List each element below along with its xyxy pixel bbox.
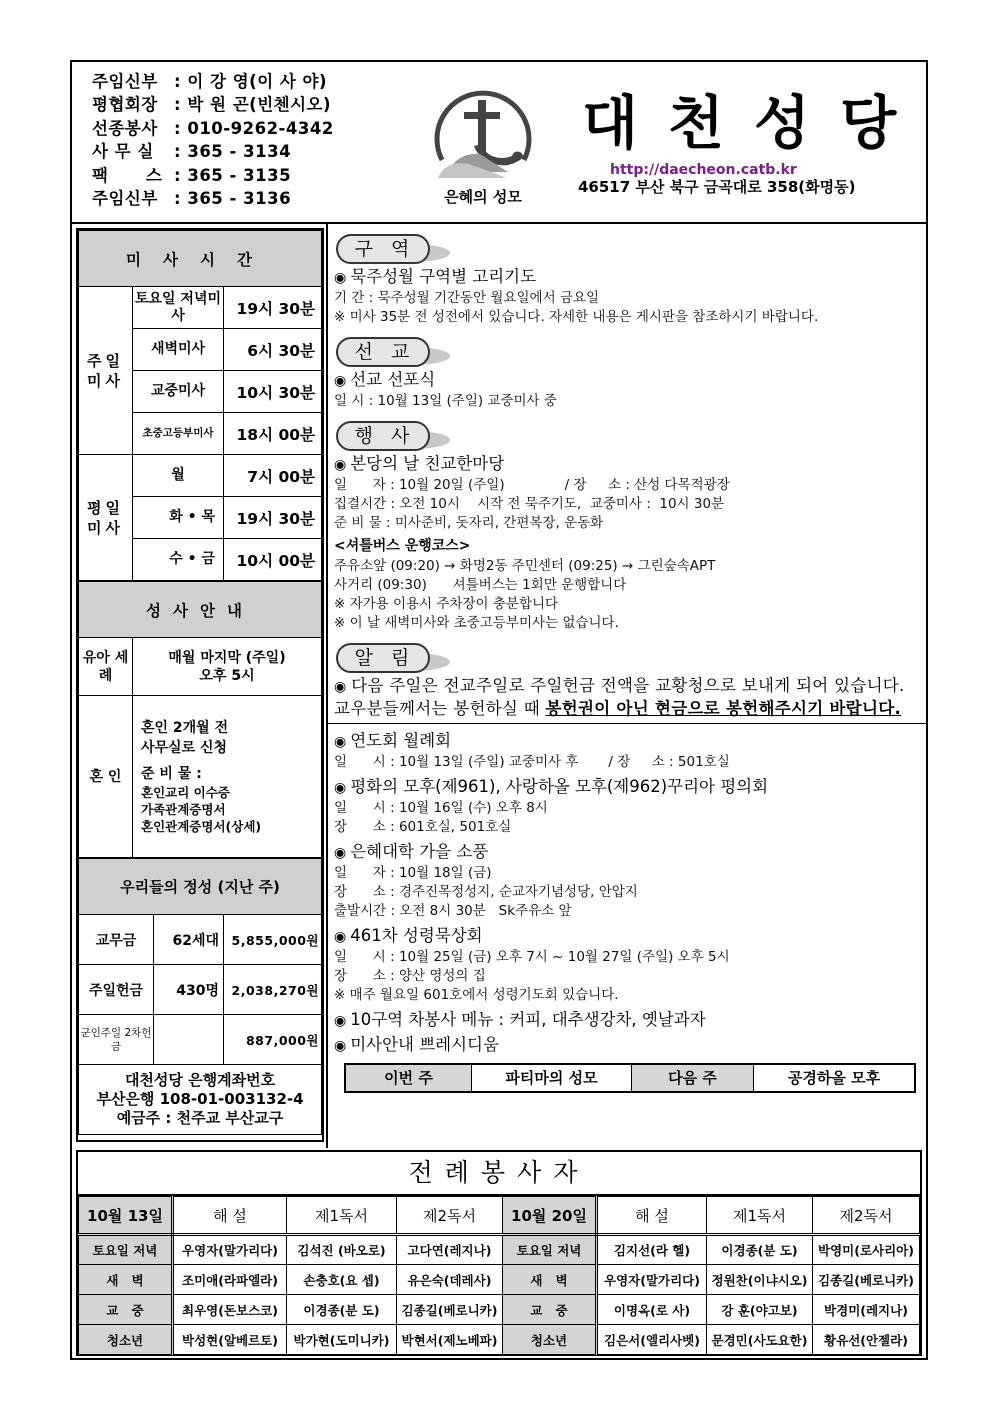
mass-time: 6시 30분	[224, 329, 322, 371]
this-week-value: 파티마의 성모	[472, 1065, 632, 1091]
mass-times-table	[78, 230, 322, 581]
offering-count: 430명	[154, 965, 224, 1015]
website-link[interactable]: http://daecheon.catb.kr	[610, 162, 797, 178]
offering-count: 62세대	[154, 915, 224, 965]
shuttle-title: <셔틀버스 운행코스>	[334, 538, 471, 554]
item-title: ◉ 평화의 모후(제961), 사랑하올 모후(제962)꾸리아 평의회	[334, 777, 769, 796]
item-title: ◉ 본당의 날 친교한마당	[334, 454, 505, 473]
item-title: ◉ 461차 성령묵상회	[334, 926, 483, 945]
offerings-table	[78, 858, 322, 1135]
parish-title: 대천성당	[582, 89, 927, 157]
this-week-label: 이번 주	[346, 1065, 472, 1091]
bullet-icon: ◉	[334, 780, 347, 796]
offering-amount: 5,855,000원	[224, 915, 322, 965]
section-label-events: 행사	[334, 419, 926, 453]
mass-name: 초중고등부미사	[133, 413, 224, 455]
mass-time: 18시 00분	[224, 413, 322, 455]
table-row: 토요일 저녁 우영자(말가리다) 김석진 (바오로) 고다연(레지나) 토요일 저녁 김지선(라 헬) 이경종(분 도) 박영미(로사리아)	[79, 1235, 920, 1265]
table-row: 새 벽 조미애(라파엘라) 손충호(요 셉) 유은숙(데레사) 새 벽 우영자(말가리다) 정원찬(이냐시오) 김종길(베로니카)	[79, 1265, 920, 1295]
mass-name: 월	[133, 455, 224, 497]
mass-guide-table	[344, 1063, 916, 1093]
bullet-icon: ◉	[334, 679, 352, 695]
bulletin-page	[70, 60, 928, 1360]
mass-time: 19시 30분	[224, 287, 322, 329]
bullet-icon: ◉	[334, 457, 347, 473]
mass-name: 토요일 저녁미사	[133, 287, 224, 329]
week1-date: 10월 13일	[79, 1197, 173, 1235]
offering-label: 주일헌금	[79, 965, 154, 1015]
offerings-heading: 우리들의 정성 (지난 주)	[79, 859, 322, 915]
bullet-icon: ◉	[334, 929, 347, 945]
mass-name: 수 • 금	[133, 539, 224, 581]
item-title: ◉ 연도회 월례회	[334, 731, 452, 750]
baptism-label: 유아 세례	[79, 638, 133, 696]
item-title: ◉ 묵주성월 구역별 고리기도	[334, 267, 537, 286]
sacraments-heading: 성사안내	[79, 582, 322, 638]
offering-amount: 887,000원	[224, 1015, 322, 1065]
contact-row: 주임신부 : 365 - 3136	[92, 189, 292, 209]
header	[72, 62, 926, 224]
left-column	[76, 228, 324, 1142]
cross-wave-logo-icon	[428, 86, 538, 186]
bullet-icon: ◉	[334, 1013, 347, 1029]
mass-times-heading: 미사시간	[79, 231, 322, 287]
wedding-label: 혼 인	[79, 696, 133, 858]
contact-row: 선종봉사 : 010-9262-4342	[92, 118, 334, 138]
main-notice: ◉ 다음 주일은 전교주일로 주일헌금 전액을 교황청으로 보내게 되어 있습니다. 교우분들께서는 봉헌하실 때 봉헌권이 아닌 현금으로 봉헌해주시기 바랍니다.	[334, 676, 905, 718]
offering-label: 군인주일 2차헌금	[79, 1015, 154, 1065]
section-label-district: 구역	[334, 232, 926, 266]
section-label-notices: 알림	[334, 641, 926, 675]
logo-caption: 은혜의 성모	[444, 188, 522, 206]
offering-count	[154, 1015, 224, 1065]
item-title: ◉ 미사안내 쁘레시디움	[334, 1035, 499, 1054]
contact-row: 평협회장 : 박 원 곤(빈첸시오)	[92, 95, 331, 115]
next-week-value: 공경하올 모후	[787, 1069, 881, 1087]
next-week-label: 다음 주	[632, 1065, 754, 1091]
parish-logo	[428, 86, 538, 216]
item-title: ◉ 10구역 차봉사 메뉴 : 커피, 대추생강차, 옛날과자	[334, 1010, 706, 1029]
parish-address: 46517 부산 북구 금곡대로 358(화명동)	[578, 178, 856, 196]
bullet-icon: ◉	[334, 734, 347, 750]
week2-date: 10월 20일	[503, 1197, 597, 1235]
bank-account-info: 대천성당 은행계좌번호 부산은행 108-01-003132-4 예금주 : 천주교 부산교구	[79, 1065, 322, 1135]
bullet-icon: ◉	[334, 845, 347, 861]
contact-row: 팩 스 : 365 - 3135	[92, 165, 292, 185]
item-title: ◉ 선교 선포식	[334, 370, 436, 389]
mass-name: 교중미사	[133, 371, 224, 413]
contact-list	[92, 70, 334, 210]
section-label-mission: 선교	[334, 335, 926, 369]
liturgy-servers	[76, 1150, 922, 1356]
item-title: ◉ 은혜대학 가을 소풍	[334, 842, 489, 861]
table-row: 교 중 최우영(돈보스코) 이경종(분 도) 김종길(베로니카) 교 중 이명옥(로 사) 강 훈(야고보) 박경미(레지나)	[79, 1295, 920, 1325]
bullet-icon: ◉	[334, 1038, 347, 1054]
offering-amount: 2,038,270원	[224, 965, 322, 1015]
weekday-mass-label: 평일 미사	[79, 455, 133, 581]
servers-title: 전례봉사자	[78, 1152, 920, 1196]
sunday-mass-label: 주일 미사	[79, 287, 133, 455]
bullet-icon: ◉	[334, 270, 347, 286]
baptism-schedule: 매월 마지막 (주일) 오후 5시	[133, 638, 322, 696]
mass-time: 10시 00분	[224, 539, 322, 581]
contact-row: 사 무 실 : 365 - 3134	[92, 142, 292, 162]
column-divider	[326, 224, 328, 1148]
contact-row: 주임신부 : 이 강 영(이 사 야)	[92, 72, 328, 91]
mass-name: 새벽미사	[133, 329, 224, 371]
mass-name: 화 • 목	[133, 497, 224, 539]
table-row: 청소년 박성현(알베르토) 박가현(도미니카) 박현서(제노베파) 청소년 김은서(엘리사벳) 문경민(사도요한) 황유선(안젤라)	[79, 1325, 920, 1355]
sacraments-table	[78, 581, 322, 858]
mass-time: 19시 30분	[224, 497, 322, 539]
servers-table: 10월 13일 해 설 제1독서 제2독서 10월 20일 해 설 제1독서 제2독서 토요일 저녁 우영자(말가리다) 김석진 (바오로) 고다연(레지나) 토요일 저녁 김지선(라 헬) 이경종(분 도) 박영미(로사리아) 새 벽 조미애(라파엘라) 손충호(요 셉) 유은숙(데레사) 새 벽 우영자(말가리다) 정원찬(이냐시오) 김종길(베로니카) 교 중 최우영(돈보스코) 이경종(분 도) 김종길(베로니카) 교 중 이명옥(로 사) 강 훈(야고보) 박경미(레지나) 청소년 박성현(알베르토) 박가현(도미니카) 박현서(제노베파) 청소년 김은서(엘리사벳) 문경민(사도요한) 황유선(안젤라)	[78, 1196, 920, 1355]
right-column: 구역 ◉ 묵주성월 구역별 고리기도 기 간 : 묵주성월 기간동안 월요일에서 금요일 ※ 미사 35분 전 성전에서 있습니다. 자세한 내용은 게시판을 참조하시기 바랍니다. 선교 ◉ 선교 선포식 일 시 : 10월 13일 (주일) 교중미사 중 행사 ◉ 본당의 날 친교한마당 일 자 : 10월 20일 (주일) / 장 소 : 산성 다목적광장 집결시간 : 오전 10시 시작 전 묵주기도, 교중미사 : 10시 30분 준 비 물 : 미사준비, 돗자리, 간편복장, 운동화 <셔틀버스 운행코스> 주유소앞 (09:20) → 화명2동 주민센터 (09:25) → 그린숲속APT 사거리 (09:30) 셔틀버스는 1회만 운행합니다 ※ 자가용 이용시 주차장이 충분합니다 ※ 이 날 새벽미사와 초중고등부미사는 없습니다. 알림 ◉ 다음 주일은 전교주일로 주일헌금 전액을 교황청으로 보내게 되어 있습니다. 교우분들께서는 봉헌하실 때 봉헌권이 아닌 현금으로 봉헌해주시기 바랍니다. ◉ 연도회 월례회 일 시 : 10월 13일 (주일) 교중미사 후 / 장 소 : 501호실 ◉ 평화의 모후(제961), 사랑하올 모후(제962)꾸리아 평의회 일 시 : 10월 16일 (수) 오후 8시 장 소 : 601호실, 501호실 ◉ 은혜대학 가을 소풍 일 자 : 10월 18일 (금) 장 소 : 경주진목정성지, 순교자기념성당, 안압지 출발시간 : 오전 8시 30분 Sk주유소 앞 ◉ 461차 성령묵상회 일 시 : 10월 25일 (금) 오후 7시 ~ 10월 27일 (주일) 오후 5시 장 소 : 양산 영성의 집 ※ 매주 월요일 601호에서 성령기도회 있습니다. ◉ 10구역 차봉사 메뉴 : 커피, 대추생강차, 옛날과자 ◉ 미사안내 쁘레시디움 이번 주 파티마의 성모 다음 주 공경하올 모후	[334, 230, 926, 1093]
wedding-info: 혼인 2개월 전 사무실로 신청 준 비 물 : 혼인교리 이수증 가족관계증명서 혼인관계증명서(상세)	[133, 696, 322, 858]
mass-time: 10시 30분	[224, 371, 322, 413]
mass-time: 7시 00분	[224, 455, 322, 497]
bullet-icon: ◉	[334, 373, 347, 389]
offering-label: 교무금	[79, 915, 154, 965]
